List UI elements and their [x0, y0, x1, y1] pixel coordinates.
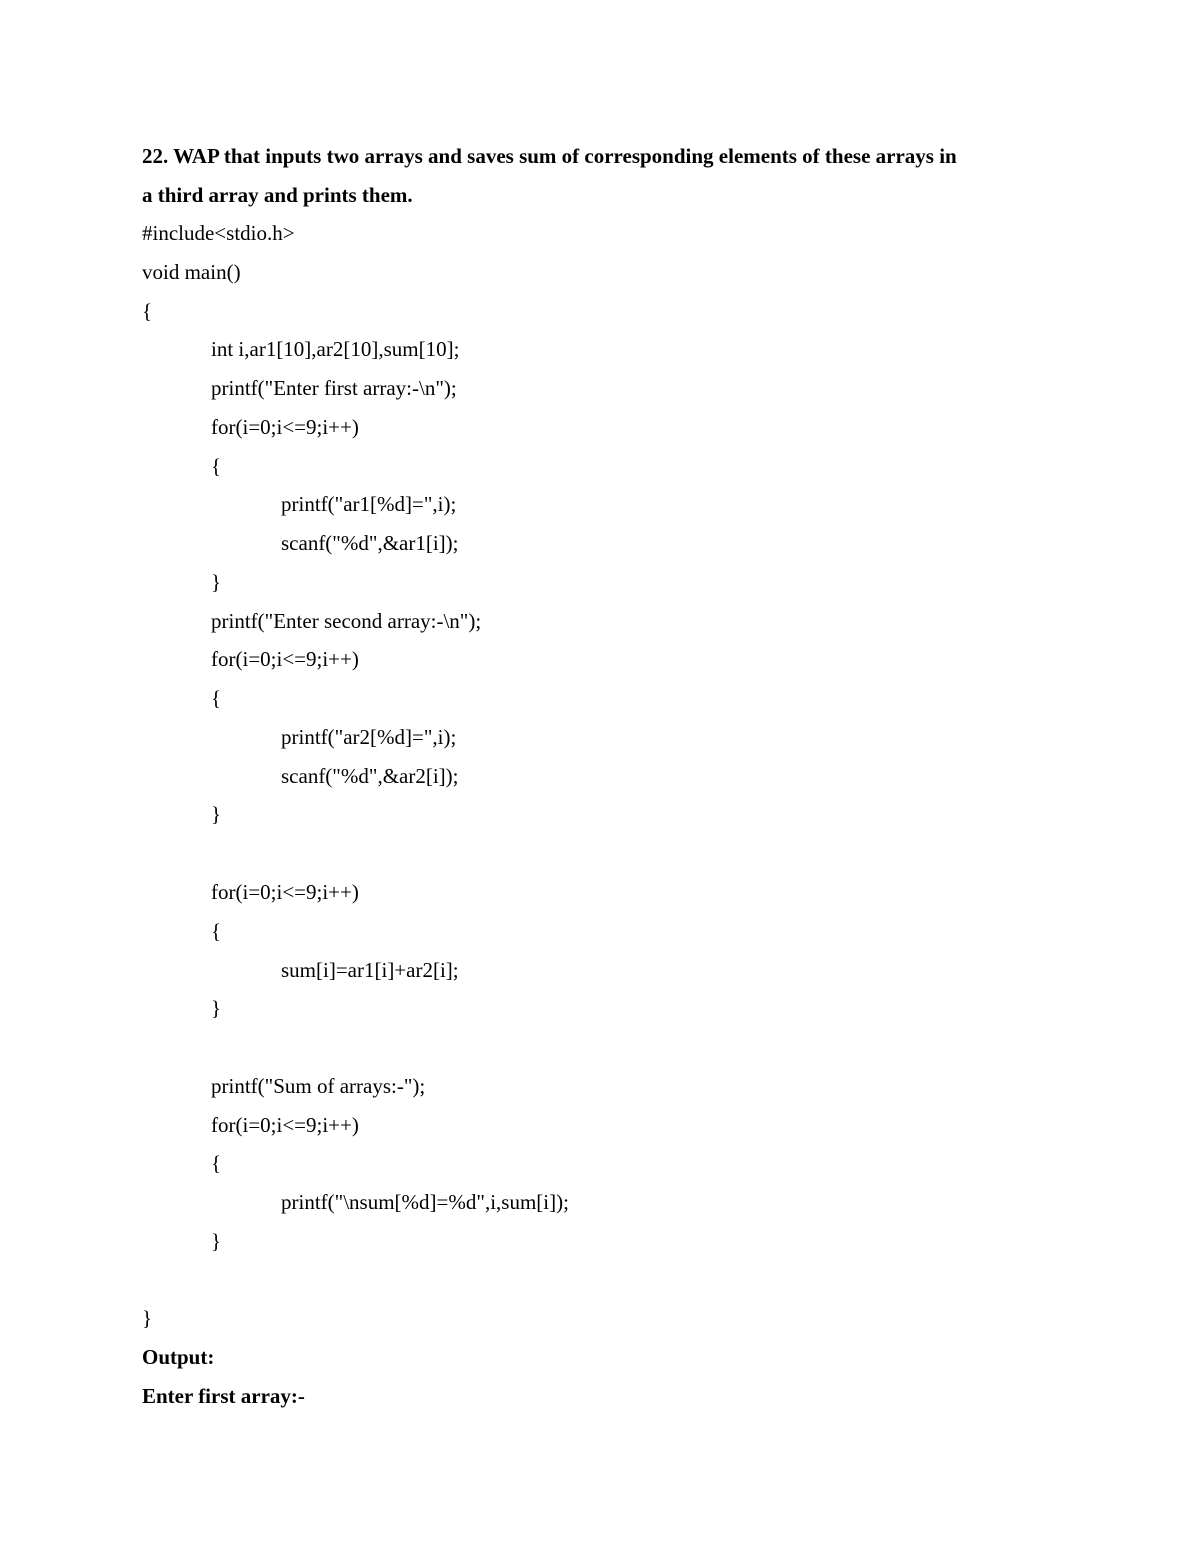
code-main-open-brace: { [142, 299, 153, 323]
code-print-sum: printf("Sum of arrays:-"); [211, 1074, 426, 1098]
code-for-3-close-brace: } [211, 996, 222, 1020]
code-for-4-open-brace: { [211, 1151, 222, 1175]
code-for-loop-3: for(i=0;i<=9;i++) [211, 880, 359, 904]
code-declaration: int i,ar1[10],ar2[10],sum[10]; [211, 337, 460, 361]
code-for-2-open-brace: { [211, 686, 222, 710]
code-main-signature: void main() [142, 260, 241, 284]
code-for-1-printf: printf("ar1[%d]=",i); [281, 492, 457, 516]
code-include: #include<stdio.h> [142, 221, 295, 245]
heading-line-1: 22. WAP that inputs two arrays and saves sum of corresponding elements of these arrays in [142, 144, 957, 168]
code-for-2-scanf: scanf("%d",&ar2[i]); [281, 764, 459, 788]
code-print-first: printf("Enter first array:-\n"); [211, 376, 457, 400]
code-for-1-close-brace: } [211, 570, 222, 594]
output-label: Output: [142, 1345, 215, 1369]
code-for-2-close-brace: } [211, 802, 222, 826]
output-first-line: Enter first array:- [142, 1384, 305, 1408]
heading-line-2: a third array and prints them. [142, 183, 413, 207]
code-for-1-open-brace: { [211, 454, 222, 478]
code-for-loop-2: for(i=0;i<=9;i++) [211, 647, 359, 671]
code-for-4-close-brace: } [211, 1229, 222, 1253]
code-for-4-printf: printf("\nsum[%d]=%d",i,sum[i]); [281, 1190, 569, 1214]
code-main-close-brace: } [142, 1306, 153, 1330]
code-for-3-open-brace: { [211, 919, 222, 943]
code-for-1-scanf: scanf("%d",&ar1[i]); [281, 531, 459, 555]
code-for-loop-1: for(i=0;i<=9;i++) [211, 415, 359, 439]
code-print-second: printf("Enter second array:-\n"); [211, 609, 482, 633]
code-for-loop-4: for(i=0;i<=9;i++) [211, 1113, 359, 1137]
code-for-3-sum: sum[i]=ar1[i]+ar2[i]; [281, 958, 459, 982]
code-for-2-printf: printf("ar2[%d]=",i); [281, 725, 457, 749]
